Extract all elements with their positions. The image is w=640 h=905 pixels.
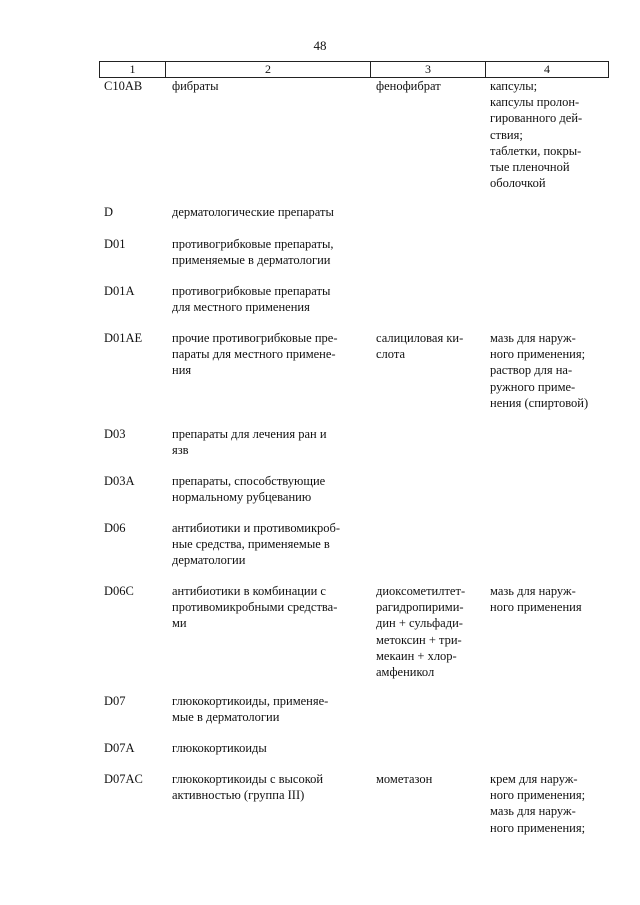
group-name-line: глюкокортикоиды [172,741,267,755]
group-name-line: дерматологии [172,553,246,568]
atc-code: D07 [104,694,126,708]
dosage-forms [490,771,602,836]
table-header [99,61,609,78]
drug-name [376,771,480,787]
group-name [172,236,365,268]
drug-name [376,78,480,94]
drug-name-line: салициловая ки- [376,331,464,345]
atc-code: D03 [104,427,126,441]
group-name [172,740,365,756]
atc-code: D01AE [104,331,143,345]
header-col-2: 2 [165,62,370,77]
group-name [172,473,365,505]
drug-name-line: слота [376,347,406,362]
header-col-1: 1 [99,62,165,77]
dosage-forms-line: гированного дей- [490,111,583,126]
dosage-forms [490,583,602,615]
header-col-4: 4 [485,62,609,77]
dosage-forms-line: раствор для на- [490,363,573,378]
group-name-line: препараты, способствующие [172,474,326,488]
atc-code: D07AC [104,772,143,786]
group-name-line: прочие противогрибковые пре- [172,331,338,345]
group-name-line: дерматологические препараты [172,205,334,219]
group-name-line: фибраты [172,79,219,93]
dosage-forms-line: оболочкой [490,176,546,191]
group-name [172,771,365,803]
drug-name-line: фенофибрат [376,79,441,93]
group-name [172,426,365,458]
group-name [172,693,365,725]
drug-name-line: метоксин + три- [376,632,462,647]
group-name-line: нормальному рубцеванию [172,490,312,505]
group-name-line: препараты для лечения ран и [172,427,327,441]
group-name [172,330,365,379]
dosage-forms [490,330,602,411]
drug-name-line: диоксометилтет- [376,584,466,598]
group-name-line: применяемые в дерматологии [172,253,331,268]
dosage-forms-line: таблетки, покры- [490,143,582,158]
atc-code: D06 [104,521,126,535]
drug-name-line: амфеникол [376,665,435,680]
group-name-line: противогрибковые препараты, [172,237,334,251]
group-name-line: ные средства, применяемые в [172,537,330,552]
dosage-forms-line: ного применения; [490,788,586,803]
drug-name [376,583,480,680]
dosage-forms-line: ного применения [490,600,582,615]
dosage-forms-line: тые пленочной [490,160,570,175]
group-name [172,204,365,220]
drug-name-line: дин + сульфади- [376,616,463,631]
dosage-forms-line: крем для наруж- [490,772,578,786]
group-name-line: противогрибковые препараты [172,284,331,298]
group-name-line: ния [172,363,192,378]
dosage-forms-line: капсулы; [490,79,538,93]
group-name [172,583,365,632]
group-name-line: мые в дерматологии [172,710,280,725]
atc-code: D03A [104,474,135,488]
atc-code: D [104,205,114,219]
dosage-forms-line: мазь для наруж- [490,584,576,598]
atc-code: D06C [104,584,134,598]
dosage-forms-line: ного применения; [490,820,586,835]
group-name [172,78,365,94]
drug-name-line: мекаин + хлор- [376,648,457,663]
header-col-3: 3 [370,62,485,77]
page-number: 48 [313,38,327,53]
group-name-line: глюкокортикоиды, применяе- [172,694,329,708]
group-name [172,520,365,569]
atc-code: D01 [104,237,126,251]
drug-name-line: мометазон [376,772,433,786]
dosage-forms-line: мазь для наруж- [490,804,576,819]
dosage-forms-line: ного применения; [490,347,586,362]
group-name-line: противомикробными средства- [172,600,338,615]
atc-code: D07A [104,741,135,755]
drug-name-line: рагидропирими- [376,600,464,615]
atc-code: D01A [104,284,135,298]
dosage-forms-line: ружного приме- [490,379,576,394]
group-name-line: глюкокортикоиды с высокой [172,772,324,786]
dosage-forms-line: капсулы пролон- [490,95,580,110]
group-name-line: ми [172,616,187,631]
dosage-forms-line: ствия; [490,127,523,142]
group-name-line: для местного применения [172,300,310,315]
dosage-forms-line: нения (спиртовой) [490,395,589,410]
group-name-line: параты для местного примене- [172,347,336,362]
drug-name [376,330,480,362]
group-name [172,283,365,315]
atc-code: C10AB [104,79,143,93]
group-name-line: активностью (группа III) [172,788,305,803]
dosage-forms [490,78,602,191]
group-name-line: язв [172,443,189,458]
group-name-line: антибиотики и противомикроб- [172,521,341,535]
dosage-forms-line: мазь для наруж- [490,331,576,345]
group-name-line: антибиотики в комбинации с [172,584,326,598]
